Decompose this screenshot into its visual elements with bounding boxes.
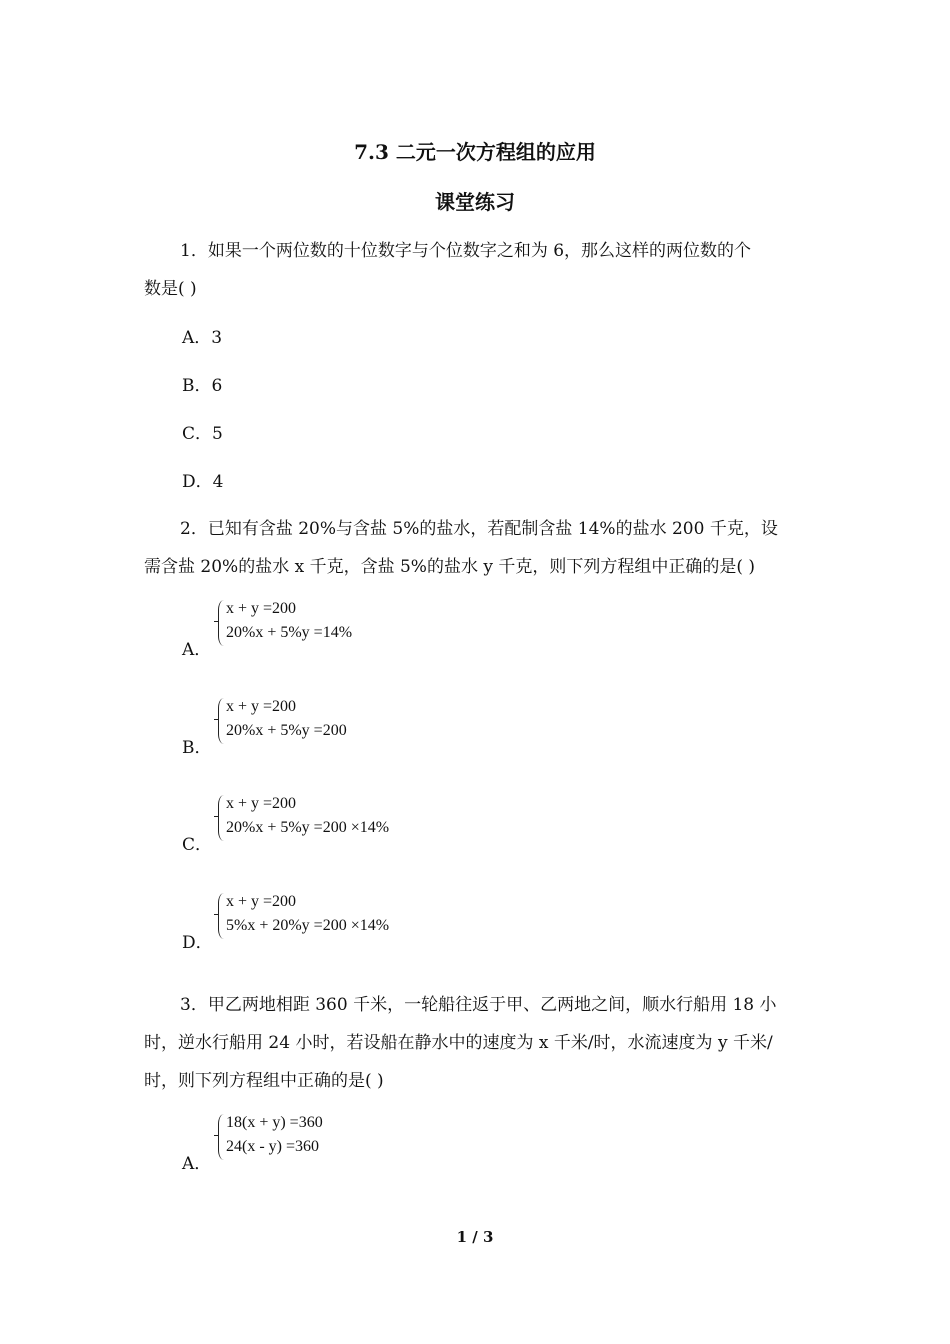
equation-1: 18(x + y) =360 bbox=[226, 1114, 323, 1131]
q3-option-a-label: A． bbox=[182, 1154, 212, 1174]
equation-2: 5%x + 20%y =200 ×14% bbox=[226, 917, 390, 934]
q2-option-d-label: D． bbox=[182, 933, 213, 953]
q2-text-line1: 2．已知有含盐 20%与含盐 5%的盐水，若配制含盐 14%的盐水 200 千克，设 bbox=[180, 519, 778, 539]
equation-2: 20%x + 5%y =200 ×14% bbox=[226, 819, 390, 836]
brace-icon bbox=[218, 1114, 224, 1160]
q1-option-a: A．3 bbox=[182, 328, 223, 348]
equation-1: x + y =200 bbox=[226, 698, 297, 715]
q1-option-c: C．5 bbox=[182, 424, 223, 444]
q2-option-c-label: C． bbox=[182, 835, 213, 855]
equation-2: 20%x + 5%y =14% bbox=[226, 624, 353, 641]
q3-text-line2: 时，逆水行船用 24 小时，若设船在静水中的速度为 x 千米/时，水流速度为 y 千米/ bbox=[144, 1033, 773, 1053]
page-number: 1 / 3 bbox=[456, 1228, 494, 1246]
equation-1: x + y =200 bbox=[226, 795, 297, 812]
brace-icon bbox=[218, 600, 224, 646]
equation-1: x + y =200 bbox=[226, 600, 297, 617]
page-title: 7.3 二元一次方程组的应用 bbox=[354, 140, 596, 164]
q2-option-b-label: B． bbox=[182, 738, 212, 758]
section-subtitle: 课堂练习 bbox=[435, 190, 515, 214]
brace-icon bbox=[218, 698, 224, 744]
q1-text-line2: 数是( ) bbox=[144, 279, 197, 299]
q3-text-line1: 3．甲乙两地相距 360 千米，一轮船往返于甲、乙两地之间，顺水行船用 18 小 bbox=[180, 995, 777, 1015]
q1-option-b: B．6 bbox=[182, 376, 223, 396]
equation-1: x + y =200 bbox=[226, 893, 297, 910]
brace-icon bbox=[218, 795, 224, 841]
q3-text-line3: 时，则下列方程组中正确的是( ) bbox=[144, 1071, 384, 1091]
q1-option-d: D．4 bbox=[182, 472, 224, 492]
brace-icon bbox=[218, 893, 224, 939]
q2-option-a-label: A． bbox=[182, 640, 212, 660]
q2-text-line2: 需含盐 20%的盐水 x 千克，含盐 5%的盐水 y 千克，则下列方程组中正确的是( ) bbox=[144, 557, 756, 577]
equation-2: 20%x + 5%y =200 bbox=[226, 722, 347, 739]
q1-text-line1: 1．如果一个两位数的十位数字与个位数字之和为 6，那么这样的两位数的个 bbox=[180, 241, 752, 261]
equation-2: 24(x - y) =360 bbox=[226, 1138, 320, 1155]
